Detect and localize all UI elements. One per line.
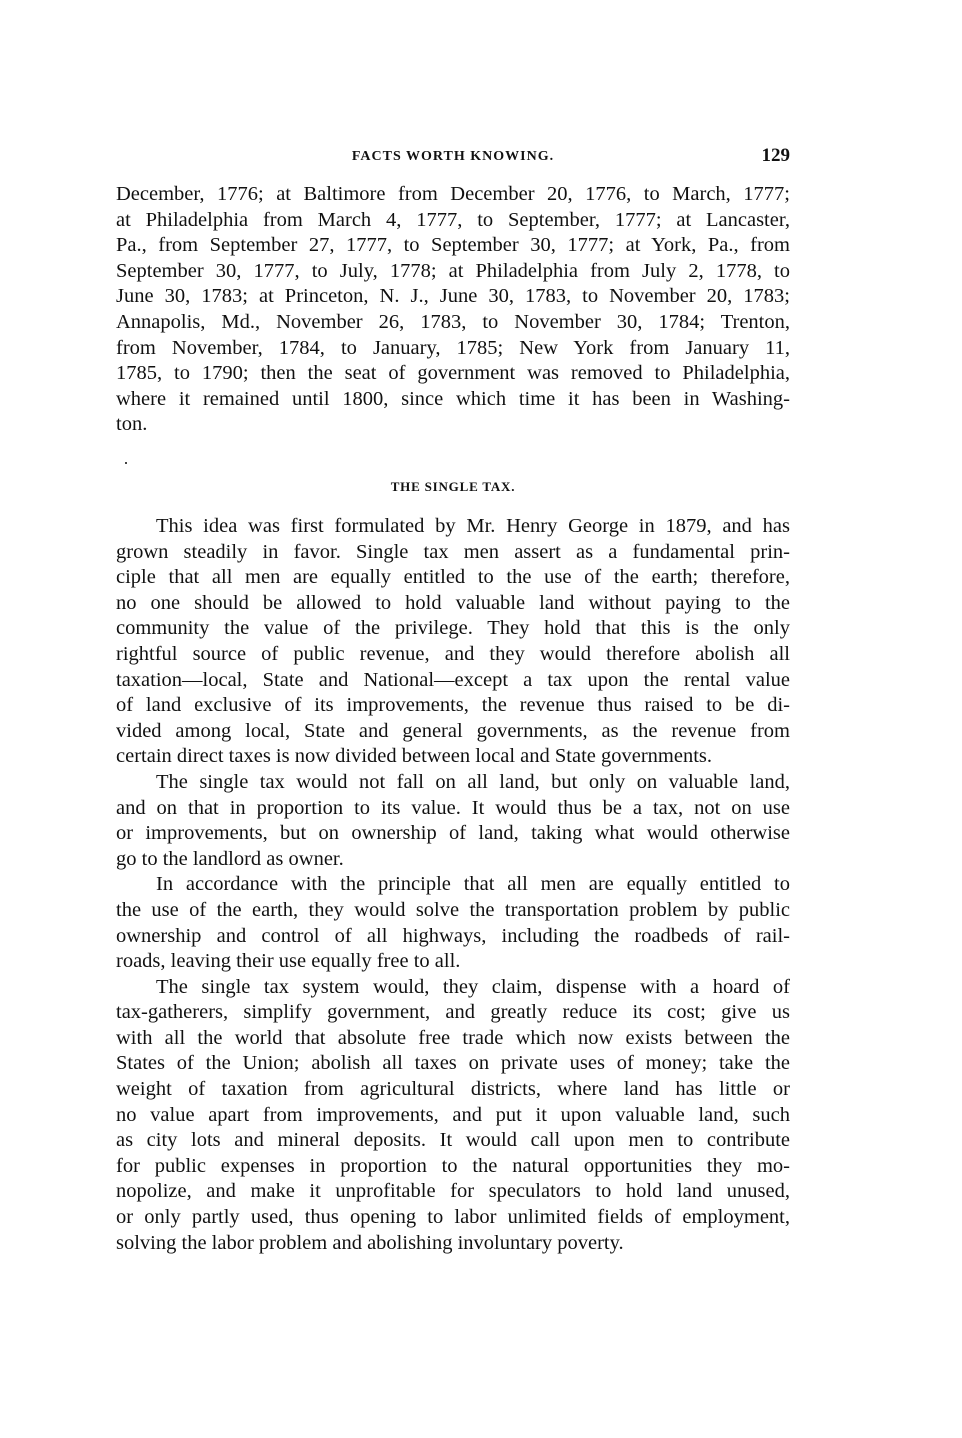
section-body — [116, 514, 790, 1256]
text-line: for public expenses in proportion to the natural opportunities they mo- — [116, 1154, 790, 1177]
text-line: with all the world that absolute free trade which now exists between the — [116, 1026, 790, 1049]
paragraph — [116, 514, 790, 770]
text-line: The single tax system would, they claim, dispense with a hoard of — [156, 975, 790, 998]
text-line: grown steadily in favor. Single tax men assert as a fundamental prin- — [116, 540, 790, 563]
text-line: community the value of the privilege. They hold that this is the only — [116, 617, 790, 640]
text-line: ownership and control of all highways, including the roadbeds of rail- — [116, 924, 790, 947]
text-line: ton. — [116, 413, 148, 436]
page-number: 129 — [761, 145, 790, 166]
text-line: of land exclusive of its improvements, the revenue thus raised to be di- — [116, 694, 790, 717]
text-line: In accordance with the principle that all men are equally entitled to — [156, 873, 790, 896]
paragraph — [116, 770, 790, 872]
text-line: tax-gatherers, simplify government, and greatly reduce its cost; give us — [116, 1001, 790, 1024]
text-line: no value apart from improvements, and put it upon valuable land, such — [116, 1103, 790, 1126]
text-line: or only partly used, thus opening to labor unlimited fields of employment, — [116, 1206, 790, 1229]
text-line: solving the labor problem and abolishing involuntary poverty. — [116, 1231, 624, 1254]
text-line: Annapolis, Md., November 26, 1783, to November 30, 1784; Trenton, — [116, 310, 790, 333]
text-line: States of the Union; abolish all taxes on private uses of money; take the — [116, 1052, 790, 1075]
text-line: vided among local, State and general governments, as the revenue from — [116, 719, 790, 742]
text-line: Pa., from September 27, 1777, to September 30, 1777; at York, Pa., from — [116, 234, 790, 257]
running-head — [116, 145, 790, 169]
text-line: no one should be allowed to hold valuable land without paying to the — [116, 591, 790, 614]
section-heading: THE SINGLE TAX. — [390, 479, 516, 494]
text-line: The single tax would not fall on all land, but only on valuable land, — [156, 770, 790, 793]
text-line: December, 1776; at Baltimore from December 20, 1776, to March, 1777; — [116, 183, 790, 205]
scan-speck — [125, 462, 127, 464]
text-line: nopolize, and make it unprofitable for speculators to hold land unused, — [116, 1180, 790, 1203]
text-line: and on that in proportion to its value. It would thus be a tax, not on use — [116, 796, 790, 819]
text-line: weight of taxation from agricultural districts, where land has little or — [116, 1078, 790, 1101]
continued-paragraph — [116, 182, 790, 438]
text-line: certain direct taxes is now divided between local and State governments. — [116, 745, 713, 768]
text-line: roads, leaving their use equally free to all. — [116, 950, 461, 973]
text-line: This idea was first formulated by Mr. Henry George in 1879, and has — [156, 515, 790, 537]
text-line: where it remained until 1800, since which time it has been in Washing- — [116, 387, 790, 410]
text-line: taxation—local, State and National—except a tax upon the rental value — [116, 668, 790, 691]
running-head-title: FACTS WORTH KNOWING. — [351, 149, 555, 164]
text-line: rightful source of public revenue, and they would therefore abolish all — [116, 642, 790, 665]
text-line: the use of the earth, they would solve the transportation problem by public — [116, 898, 790, 921]
text-line: as city lots and mineral deposits. It would call upon men to contribute — [116, 1129, 790, 1152]
paragraph — [116, 872, 790, 974]
text-line: September 30, 1777, to July, 1778; at Philadelphia from July 2, 1778, to — [116, 259, 790, 282]
text-line: go to the landlord as owner. — [116, 847, 344, 870]
text-line: 1785, to 1790; then the seat of government was removed to Philadelphia, — [116, 362, 790, 385]
text-line: from November, 1784, to January, 1785; New York from January 11, — [116, 336, 790, 359]
paragraph — [116, 975, 790, 1257]
text-line: ciple that all men are equally entitled to the use of the earth; therefore, — [116, 566, 790, 589]
text-line: at Philadelphia from March 4, 1777, to September, 1777; at Lancaster, — [116, 208, 790, 231]
text-line: June 30, 1783; at Princeton, N. J., June 30, 1783, to November 20, 1783; — [116, 285, 790, 308]
text-line: or improvements, but on ownership of land, taking what would otherwise — [116, 822, 790, 845]
